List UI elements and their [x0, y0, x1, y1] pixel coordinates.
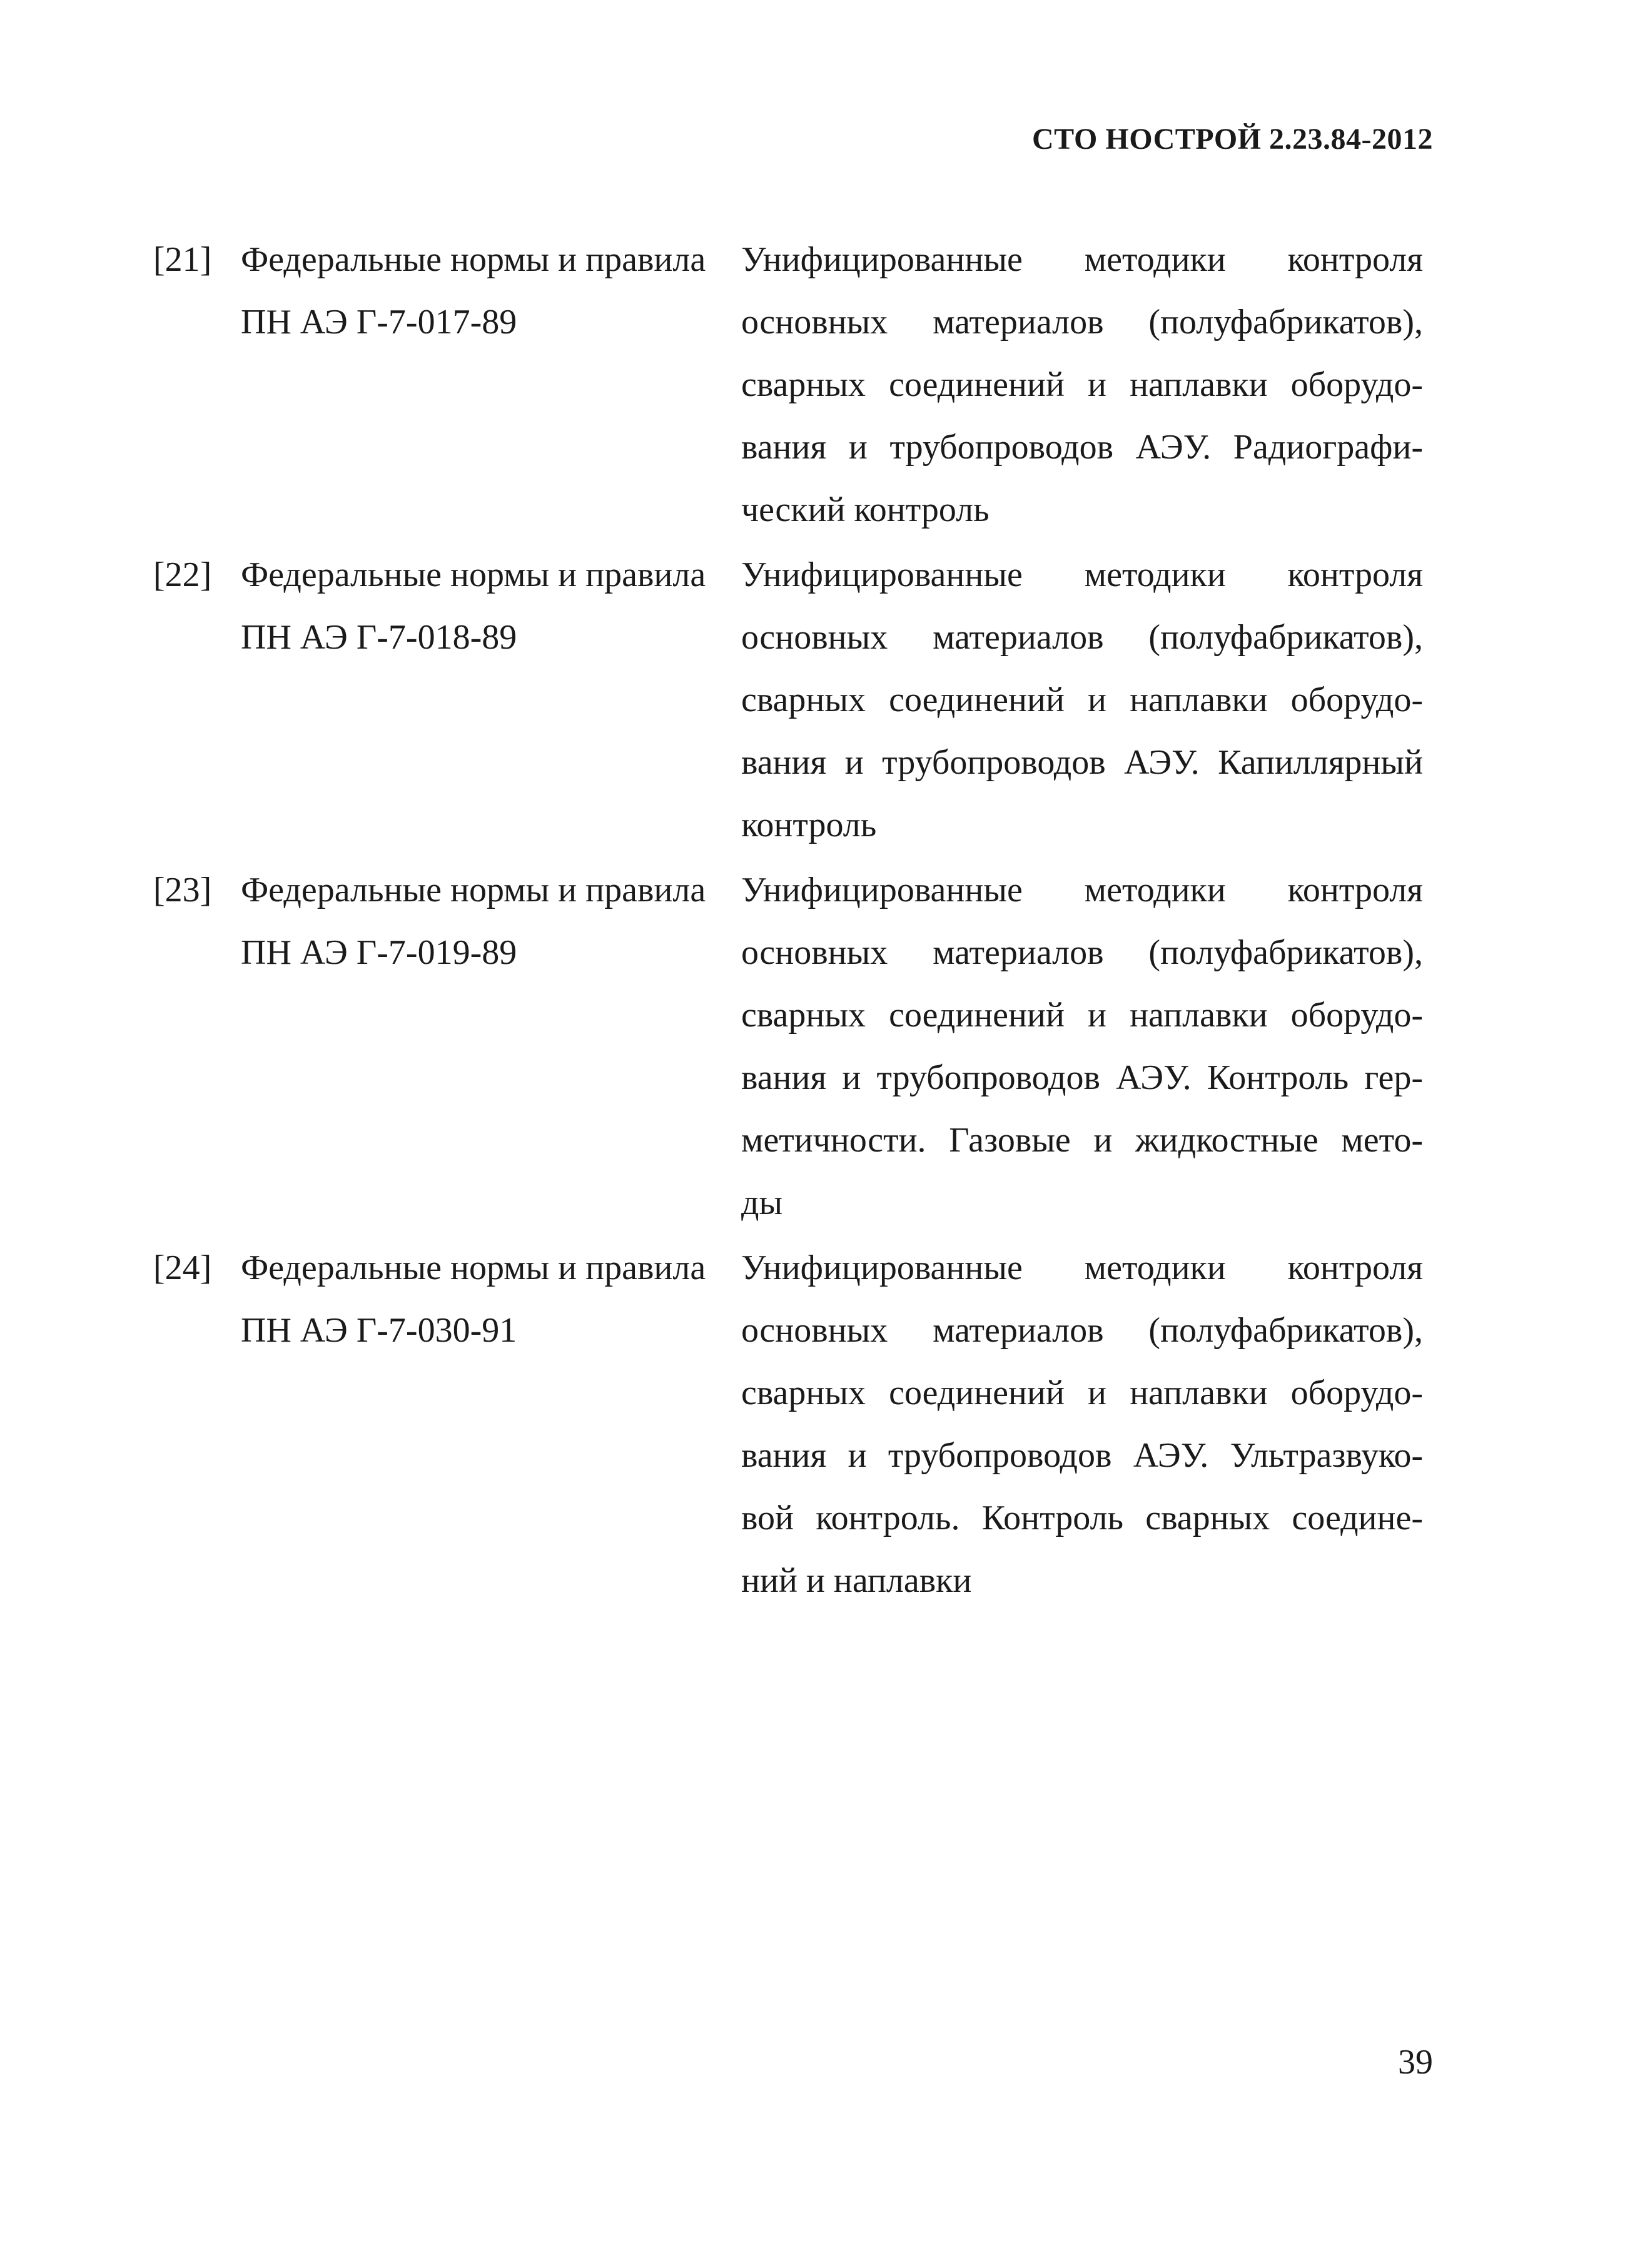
reference-source-code: ПН АЭ Г-7-030-91	[241, 1311, 517, 1350]
reference-source	[241, 859, 741, 1234]
reference-number: [22]	[153, 555, 212, 594]
reference-title-line: Унифицированные методики контроля	[741, 871, 1423, 909]
reference-title-line: Унифицированные методики контроля	[741, 1248, 1423, 1287]
reference-source-type: Федеральные нормы и правила	[241, 240, 706, 279]
reference-title-line: основных материалов (полуфабрикатов),	[741, 933, 1423, 972]
reference-title	[741, 1237, 1423, 1612]
reference-title-line: ческий контроль	[741, 490, 990, 529]
reference-source	[241, 544, 741, 856]
reference-title-line: сварных соединений и наплавки оборудо-	[741, 365, 1423, 404]
reference-title	[741, 228, 1423, 541]
reference-title-line: метичности. Газовые и жидкостные мето-	[741, 1121, 1423, 1160]
reference-title-line: основных материалов (полуфабрикатов),	[741, 1311, 1423, 1350]
reference-title-line: ний и наплавки	[741, 1561, 972, 1600]
reference-title-line: вания и трубопроводов АЭУ. Радиографи-	[741, 428, 1423, 467]
reference-title	[741, 859, 1423, 1234]
references-list	[153, 228, 1423, 1614]
reference-source-code: ПН АЭ Г-7-019-89	[241, 933, 517, 972]
reference-source-code: ПН АЭ Г-7-017-89	[241, 303, 517, 342]
reference-source-type: Федеральные нормы и правила	[241, 555, 706, 594]
reference-title-line: Унифицированные методики контроля	[741, 555, 1423, 594]
document-code-header: СТО НОСТРОЙ 2.23.84-2012	[1031, 123, 1433, 156]
reference-title-line: вания и трубопроводов АЭУ. Капиллярный	[741, 743, 1423, 782]
reference-source-type: Федеральные нормы и правила	[241, 1248, 706, 1287]
reference-title-line: сварных соединений и наплавки оборудо-	[741, 681, 1423, 719]
reference-source-code: ПН АЭ Г-7-018-89	[241, 618, 517, 657]
reference-entry	[153, 859, 1423, 1234]
reference-title-line: основных материалов (полуфабрикатов),	[741, 618, 1423, 657]
reference-entry	[153, 544, 1423, 856]
reference-title-line: ды	[741, 1183, 783, 1222]
reference-number: [24]	[153, 1248, 212, 1287]
reference-title-line: контроль	[741, 806, 877, 844]
reference-number: [23]	[153, 871, 212, 909]
reference-entry	[153, 1237, 1423, 1612]
reference-title-line: вой контроль. Контроль сварных соедине-	[741, 1499, 1423, 1537]
reference-title-line: вания и трубопроводов АЭУ. Ультразвуко-	[741, 1436, 1423, 1475]
reference-entry	[153, 228, 1423, 541]
reference-source	[241, 228, 741, 541]
page-number: 39	[1398, 2043, 1433, 2082]
reference-title-line: Унифицированные методики контроля	[741, 240, 1423, 279]
reference-title	[741, 544, 1423, 856]
reference-source-type: Федеральные нормы и правила	[241, 871, 706, 909]
reference-title-line: вания и трубопроводов АЭУ. Контроль гер-	[741, 1058, 1423, 1097]
reference-title-line: основных материалов (полуфабрикатов),	[741, 303, 1423, 342]
reference-title-line: сварных соединений и наплавки оборудо-	[741, 1374, 1423, 1412]
reference-number: [21]	[153, 240, 212, 279]
reference-title-line: сварных соединений и наплавки оборудо-	[741, 996, 1423, 1035]
reference-source	[241, 1237, 741, 1612]
